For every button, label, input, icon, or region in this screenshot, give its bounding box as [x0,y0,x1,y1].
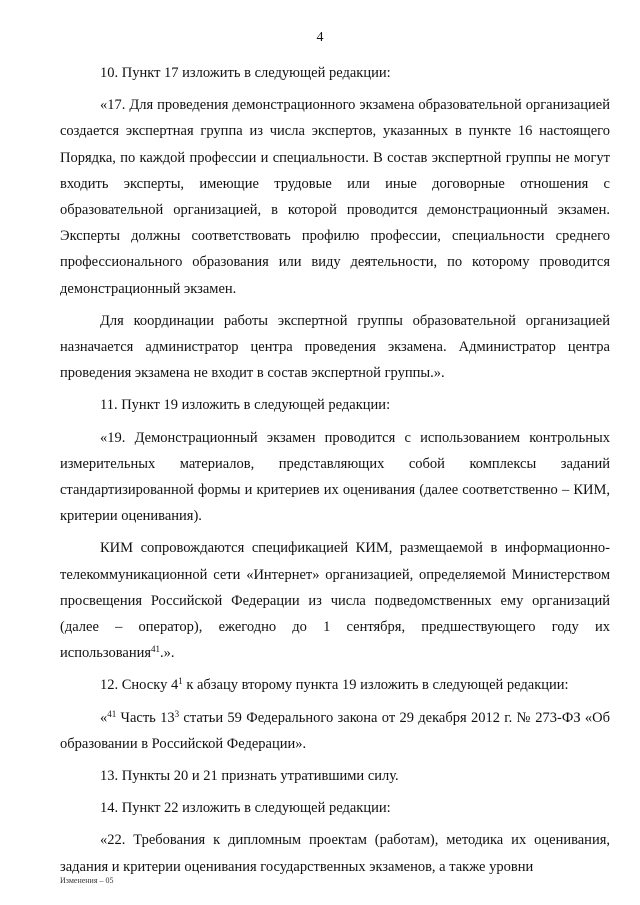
footnote-ref-4-1: 1 [178,676,183,687]
document-body [60,60,610,886]
paragraph-22: «22. Требования к дипломным проектам (работам), методика их оценивания, задания и критерии оценивания государственных экзаменов, а также уровни [60,832,610,875]
item-11: 11. Пункт 19 изложить в следующей редакции: [100,397,391,414]
footnote-mark-3: 3 [174,708,180,719]
footnote-ref-41: 41 [151,644,161,655]
item-12-text-b: к абзацу второму пункта 19 изложить в следующей редакции: [182,677,569,694]
paragraph-19-2 [60,535,610,666]
footnote-open-quote: « [100,709,108,726]
item-12 [60,672,610,698]
paragraph-19-2-end: .». [160,645,175,662]
footnote-text [60,705,610,757]
item-10: 10. Пункт 17 изложить в следующей редакции: [100,65,391,81]
footnote-text-b: статьи 59 Федерального закона от 29 декабря 2012 г. № 273-ФЗ «Об образовании в Российской Федерации». [60,709,611,752]
item-13: 13. Пункты 20 и 21 признать утратившими силу. [100,768,399,785]
item-14: 14. Пункт 22 изложить в следующей редакции: [100,800,391,817]
page-number: 4 [316,30,324,45]
item-12-text-a: 12. Сноску 4 [100,677,179,694]
footnote-mark-41: 41 [107,708,117,719]
paragraph-17-2: Для координации работы экспертной группы образовательной организацией назначается администратор центра проведения экзамена. Администратор центра проведения экзамена не входит в состав экспертной группы.». [60,312,610,382]
paragraph-19-1: «19. Демонстрационный экзамен проводится с использованием контрольных измерительных материалов, представляющих собой комплексы заданий стандартизированной формы и критериев их оценивания (далее соответственно – КИМ, критерии оценивания). [60,429,610,525]
paragraph-19-2-text: КИМ сопровождаются спецификацией КИМ, размещаемой в информационно-телекоммуникационной сети «Интернет» организацией, определяемой Министерством просвещения Российской Федерации из числа подведомственных ему организаций (далее – оператор), ежегодно до 1 сентября, предшествующего году их использования [60,540,610,662]
paragraph-17-1: «17. Для проведения демонстрационного экзамена образовательной организацией создается экспертная группа из числа экспертов, указанных в пункте 16 настоящего Порядка, по каждой профессии и специальности. В состав экспертной группы не могут входить эксперты, имеющие трудовые или иные договорные отношения с образовательной организацией, в которой проводится демонстрационный экзамен. Эксперты должны соответствовать профилю профессии, специальности среднего профессионального образования или виду деятельности, по которому проводится демонстрационный экзамен. [60,97,610,297]
footer-code: Изменения – 05 [60,876,114,885]
footnote-text-a: Часть 13 [116,709,175,726]
